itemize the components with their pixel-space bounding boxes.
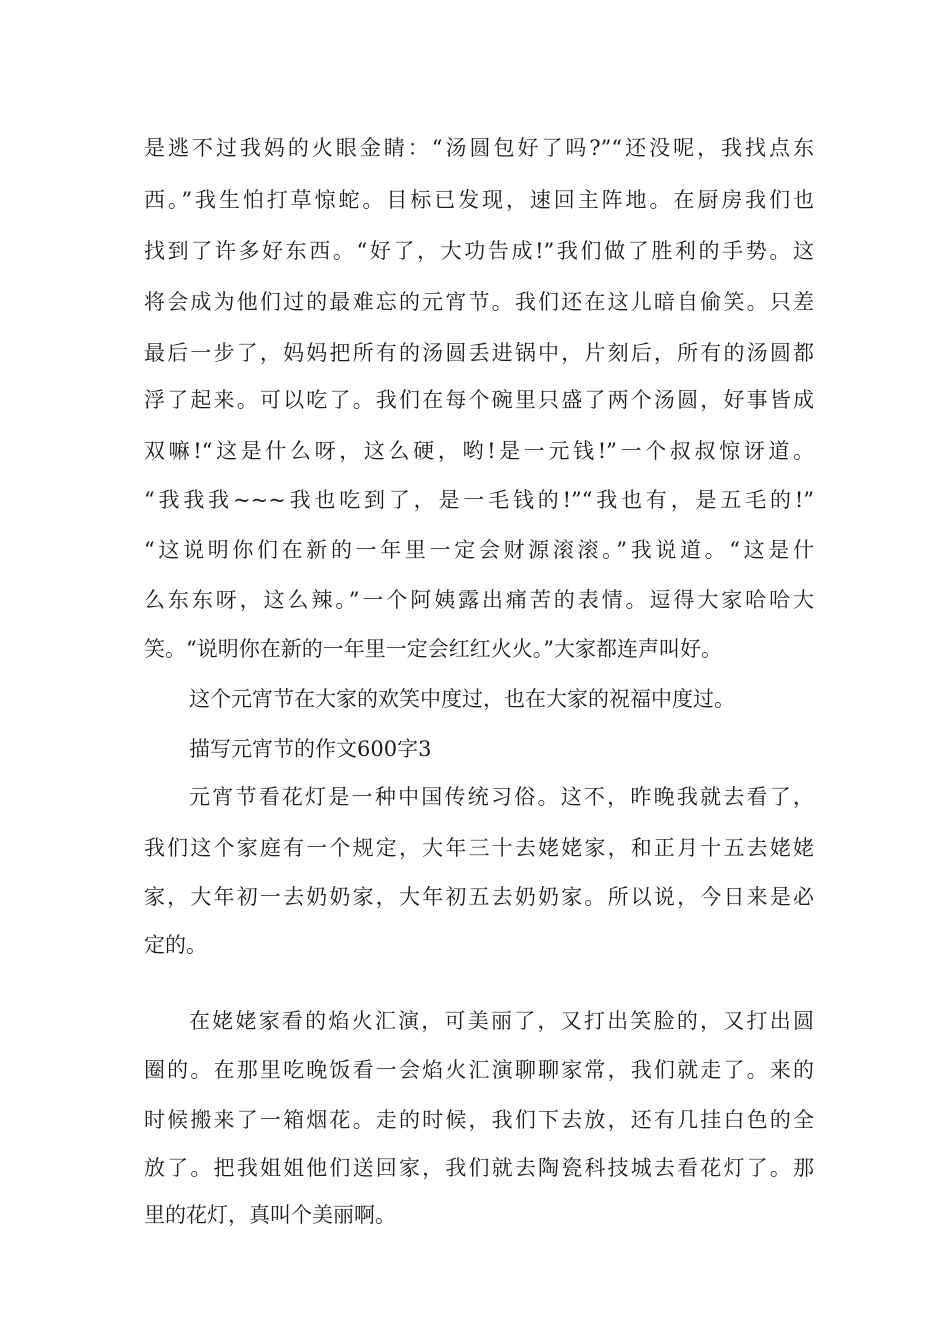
text-line: 将会成为他们过的最难忘的元宵节。我们还在这儿暗自偷笑。只差 xyxy=(144,290,814,314)
text-line: “我我我~~~我也吃到了，是一毛钱的!”“我也有，是五毛的!” xyxy=(144,488,814,512)
text-line: 时候搬来了一箱烟花。走的时候，我们下去放，还有几挂白色的全 xyxy=(144,1108,814,1132)
text-line: 元宵节看花灯是一种中国传统习俗。这不，昨晚我就去看了， xyxy=(189,785,814,809)
text-line: 最后一步了，妈妈把所有的汤圆丢进锅中，片刻后，所有的汤圆都 xyxy=(144,341,814,365)
text-line: 我们这个家庭有一个规定，大年三十去姥姥家，和正月十五去姥姥 xyxy=(144,836,814,860)
text-line: 笑。“说明你在新的一年里一定会红红火火。”大家都连声叫好。 xyxy=(144,637,722,661)
text-line: 圈的。在那里吃晚饭看一会焰火汇演聊聊家常，我们就走了。来的 xyxy=(144,1058,814,1082)
text-line: 双嘛!“这是什么呀，这么硬，哟!是一元钱!”一个叔叔惊讶道。 xyxy=(144,439,814,463)
text-line: 么东东呀，这么辣。”一个阿姨露出痛苦的表情。逗得大家哈哈大 xyxy=(144,588,814,612)
text-line: 这个元宵节在大家的欢笑中度过，也在大家的祝福中度过。 xyxy=(189,687,735,711)
text-line: 里的花灯，真叫个美丽啊。 xyxy=(144,1203,396,1227)
text-line: 在姥姥家看的焰火汇演，可美丽了，又打出笑脸的，又打出圆 xyxy=(189,1009,814,1033)
section-heading: 描写元宵节的作文600字3 xyxy=(189,737,432,761)
text-line: 定的。 xyxy=(144,933,207,957)
text-line: 家，大年初一去奶奶家，大年初五去奶奶家。所以说，今日来是必 xyxy=(144,885,814,909)
text-line: 找到了许多好东西。“好了，大功告成!”我们做了胜利的手势。这 xyxy=(144,239,814,263)
text-line: 浮了起来。可以吃了。我们在每个碗里只盛了两个汤圆，好事皆成 xyxy=(144,388,814,412)
text-line: 放了。把我姐姐他们送回家，我们就去陶瓷科技城去看花灯了。那 xyxy=(144,1156,814,1180)
text-line: 是逃不过我妈的火眼金睛：“汤圆包好了吗?”“还没呢，我找点东 xyxy=(144,136,814,160)
text-line: “这说明你们在新的一年里一定会财源滚滚。”我说道。“这是什 xyxy=(144,538,814,562)
text-line: 西。”我生怕打草惊蛇。目标已发现，速回主阵地。在厨房我们也 xyxy=(144,188,814,212)
